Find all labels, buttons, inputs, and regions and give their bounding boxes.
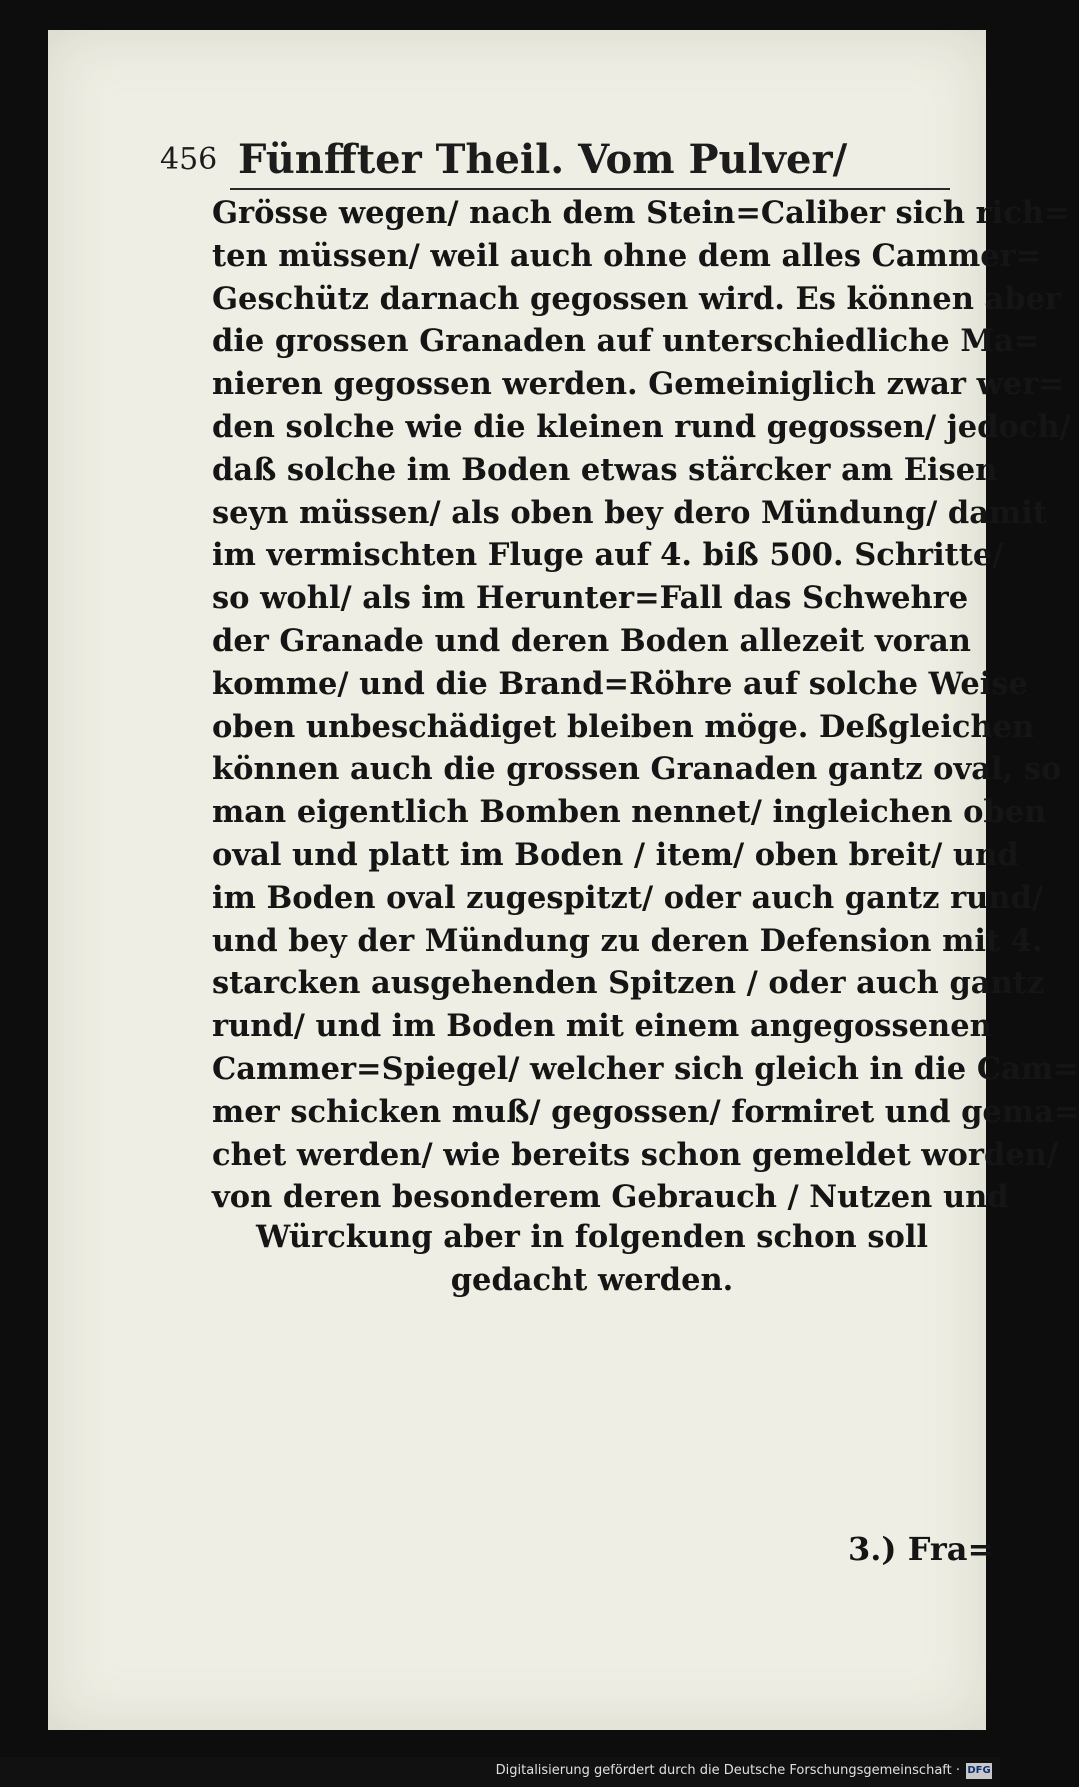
text-line: im Boden oval zugespitzt/ oder auch gantz rund/ [212, 879, 1043, 916]
text-line: mer schicken muß/ gegossen/ formiret und gema= [212, 1093, 1079, 1130]
text-line: daß solche im Boden etwas stärcker am Eisen [212, 451, 998, 488]
footer-credit: Digitalisierung gefördert durch die Deutsche Forschungsgemeinschaft · [495, 1763, 960, 1778]
text-line: ten müssen/ weil auch ohne dem alles Cammer= [212, 237, 1042, 274]
text-line: rund/ und im Boden mit einem angegossenen [212, 1008, 992, 1045]
text-line: Grösse wegen/ nach dem Stein=Caliber sich rich= [212, 195, 1070, 231]
body-text [212, 192, 1079, 1219]
text-line: komme/ und die Brand=Röhre auf solche Weise [212, 665, 1028, 702]
text-line: starcken ausgehenden Spitzen / oder auch gantz [212, 965, 1045, 1002]
closing-lines [212, 1216, 972, 1302]
closing-line: gedacht werden. [450, 1261, 734, 1298]
text-line: können auch die grossen Granaden gantz oval, so [212, 751, 1062, 788]
text-line: den solche wie die kleinen rund gegossen/ jedoch/ [212, 408, 1071, 445]
text-line: Geschütz darnach gegossen wird. Es können aber [212, 280, 1062, 317]
catchword: 3.) Fra= [848, 1530, 995, 1568]
text-line: oval und platt im Boden / item/ oben breit/ und [212, 836, 1019, 873]
text-line: und bey der Mündung zu deren Defension mit 4. [212, 922, 1043, 959]
footer-bar [0, 1757, 1000, 1787]
text-line: chet werden/ wie bereits schon gemeldet worden/ [212, 1136, 1058, 1173]
text-line: der Granade und deren Boden allezeit voran [212, 622, 971, 659]
text-line: von deren besonderem Gebrauch / Nutzen und [212, 1179, 1009, 1216]
page-header [160, 112, 960, 182]
closing-line: Würckung aber in folgenden schon soll [255, 1219, 929, 1255]
text-line: Cammer=Spiegel/ welcher sich gleich in die Cam= [212, 1050, 1079, 1087]
text-line: die grossen Granaden auf unterschiedliche Ma= [212, 323, 1040, 360]
page-number: 456 [160, 142, 218, 177]
text-line: so wohl/ als im Herunter=Fall das Schwehre [212, 580, 969, 617]
text-line: oben unbeschädiget bleiben möge. Deßgleichen [212, 708, 1035, 745]
text-line: im vermischten Fluge auf 4. biß 500. Schritte/ [212, 537, 1004, 574]
header-rule [230, 188, 950, 190]
running-head: Fünffter Theil. Vom Pulver/ [238, 136, 848, 183]
text-line: seyn müssen/ als oben bey dero Mündung/ damit [212, 494, 1047, 531]
dfg-logo-icon: DFG [966, 1763, 992, 1779]
text-line: man eigentlich Bomben nennet/ ingleichen oben [212, 794, 1047, 831]
text-line: nieren gegossen werden. Gemeiniglich zwar wer= [212, 366, 1064, 403]
